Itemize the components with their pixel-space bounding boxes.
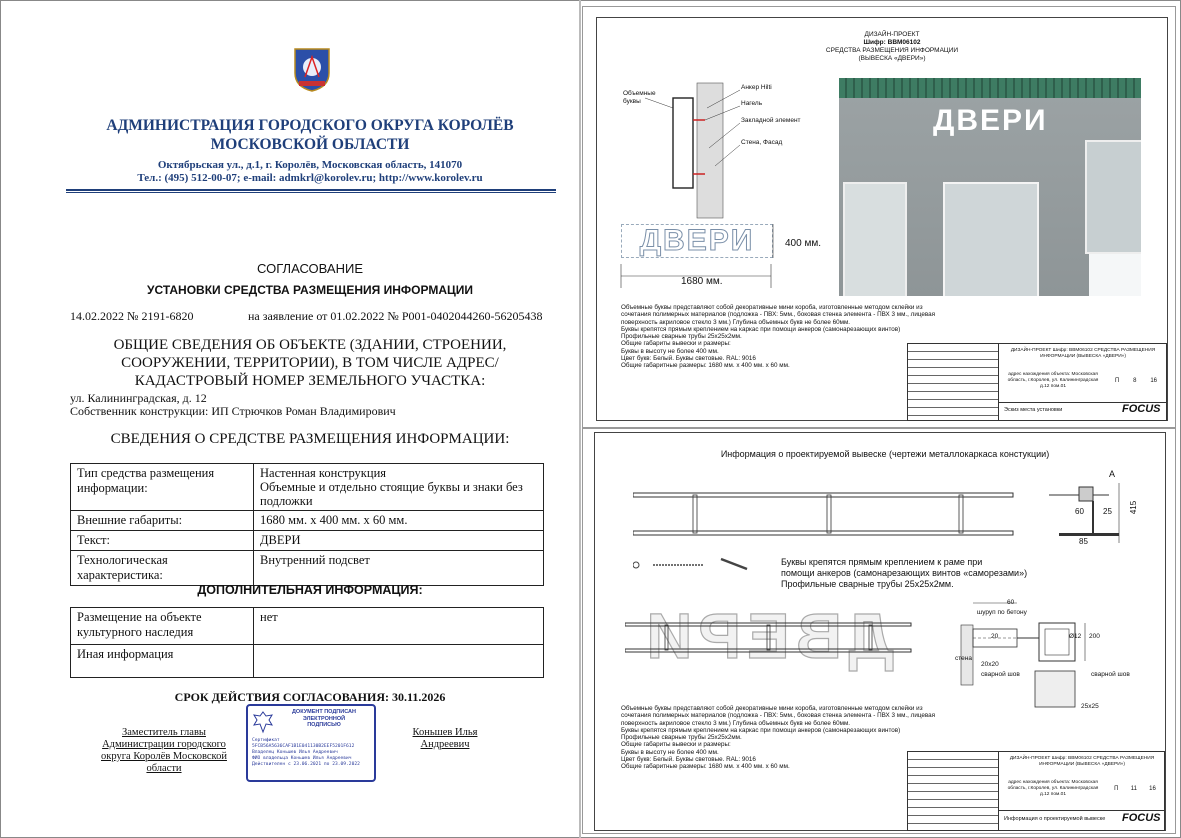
object-heading-2: СООРУЖЕНИИ, ТЕРРИТОРИИ), В ТОМ ЧИСЛЕ АДРЕС/ bbox=[121, 355, 499, 371]
sheet-top-title4: (ВЫВЕСКА «ДВЕРИ») bbox=[858, 55, 926, 62]
table-cell-value: Внутренний подсвет bbox=[254, 551, 544, 586]
title-block-nums bbox=[1108, 786, 1162, 792]
title-block-sheet-name: Информация о проектируемой вывеске bbox=[1004, 816, 1106, 822]
detail-a-label: A bbox=[1109, 469, 1116, 479]
page-divider bbox=[579, 0, 581, 838]
stamp-valid: Действителен с 23.06.2021 по 23.09.2022 bbox=[252, 762, 360, 767]
doc-date-number: 14.02.2022 № 2191-6820 bbox=[70, 309, 194, 323]
frame-heading: Информация о проектируемой вывеске (чертежи металлокаркаса констукции) bbox=[720, 449, 1050, 459]
dim-25: 25 bbox=[1103, 507, 1112, 516]
title-block-bottom bbox=[907, 751, 1165, 831]
table-row bbox=[71, 531, 544, 551]
doc-application: на заявление от 01.02.2022 № Р001-0402044260-56205438 bbox=[248, 309, 543, 323]
dim-2020: 20х20 bbox=[981, 661, 999, 668]
sheet-top-title3: СРЕДСТВА РАЗМЕЩЕНИЯ ИНФОРМАЦИИ bbox=[825, 47, 959, 54]
stamp-line3: ПОДПИСЬЮ bbox=[307, 722, 341, 728]
dim-415: 415 bbox=[1129, 500, 1139, 515]
table-cell-value: ДВЕРИ bbox=[254, 531, 544, 551]
means-table bbox=[70, 463, 544, 586]
focus-logo: FOCUS bbox=[1122, 403, 1161, 415]
photo-door-left bbox=[843, 182, 907, 296]
table-cell-value: нет bbox=[254, 608, 544, 645]
note-line: Объемные буквы представляют собой декоративные мини короба, изготовленные методом склейки из bbox=[621, 304, 923, 311]
note-line: Общие габаритные размеры: 1680 мм. х 400 мм. х 60 мм. bbox=[621, 362, 790, 370]
tb-sheet: 11 bbox=[1130, 786, 1137, 792]
org-contacts: Тел.: (495) 512-00-07; e-mail: admkrl@korolev.ru; http://www.korolev.ru bbox=[137, 172, 483, 184]
stamp-cert-label: Сертификат bbox=[252, 738, 280, 743]
note-line: сочетания полимерных материалов (подложка - ПВХ: 5мм., боковая стенка элемента - ПВХ 3 мм., лицевая bbox=[621, 712, 936, 720]
stamp-fio: ФИО владельца Коньшев Илья Андреевич bbox=[252, 756, 352, 761]
extra-heading: ДОПОЛНИТЕЛЬНАЯ ИНФОРМАЦИЯ: bbox=[197, 583, 423, 597]
mirrored-sign-drawing: ДВЕРИ bbox=[640, 600, 894, 672]
title-block-title: ДИЗАЙН-ПРОЕКТ Шифр: ВВМ06102 СРЕДСТВА РАЗМЕЩЕНИЯ ИНФОРМАЦИИ (ВЫВЕСКА «ДВЕРИ») bbox=[1010, 348, 1156, 359]
dim-width: 1680 мм. bbox=[681, 276, 723, 287]
photo-window-right bbox=[1085, 140, 1141, 254]
object-address: ул. Калининградская, д. 12 bbox=[70, 391, 207, 405]
label-anchor: Анкер Hilti bbox=[741, 84, 772, 91]
label-screw: шуруп по бетону bbox=[977, 609, 1027, 616]
title-block-sheet-name: Эскиз места установки bbox=[1004, 407, 1063, 413]
note-line: Объемные буквы представляют собой декоративные мини короба, изготовленные методом склейки из bbox=[621, 705, 923, 712]
note-line: Профильные сварные трубы 25х25х2мм. bbox=[621, 734, 742, 742]
note-line: Буквы крепятся прямым креплением на каркас при помощи анкеров (самонарезающих винтов) bbox=[621, 325, 901, 333]
label-weld: сварной шов bbox=[981, 671, 1020, 678]
dim-200: 200 bbox=[1089, 633, 1100, 640]
note-line: Цвет букв: Белый. Буквы световые. RAL: 9016 bbox=[621, 756, 756, 764]
table-cell-value bbox=[254, 645, 544, 678]
fix-line: Буквы крепятся прямым креплением к раме при bbox=[781, 557, 983, 567]
tb-sheet: 8 bbox=[1133, 378, 1137, 384]
fix-line: помощи анкеров (самонарезающих винтов «саморезами») bbox=[781, 568, 1028, 578]
label-nagel: Нагель bbox=[741, 100, 763, 107]
dim-12: Ø12 bbox=[1069, 633, 1082, 640]
table-cell-label: Иная информация bbox=[71, 645, 254, 678]
header-rule bbox=[66, 189, 556, 191]
fix-line: Профильные сварные трубы 25х25х2мм. bbox=[781, 579, 954, 589]
table-row bbox=[71, 464, 544, 511]
tb-sheets: 16 bbox=[1149, 786, 1156, 792]
note-line: Буквы крепятся прямым креплением на каркас при помощи анкеров (самонарезающих винтов) bbox=[621, 726, 901, 734]
dim-85: 85 bbox=[1079, 537, 1088, 546]
fix-text bbox=[781, 557, 1061, 590]
esignature-stamp bbox=[246, 704, 376, 782]
sheet-bottom bbox=[594, 432, 1166, 831]
facade-photo bbox=[839, 78, 1141, 296]
dim-60: 60 bbox=[1075, 507, 1084, 516]
stamp-owner: Владелец Коньшев Илья Андреевич bbox=[252, 750, 338, 755]
sheet-top-title1: ДИЗАЙН-ПРОЕКТ bbox=[864, 31, 920, 38]
frame-overlay-drawing bbox=[625, 619, 915, 659]
title-block-address: адрес нахождения объекта: Московская область, г.Королев, ул. Калининградская д.12 пом.01 bbox=[1007, 780, 1099, 797]
table-cell-label: Тип средства размещения информации: bbox=[71, 464, 254, 511]
object-heading-3: КАДАСТРОВЫЙ НОМЕР ЗЕМЕЛЬНОГО УЧАСТКА: bbox=[134, 373, 486, 389]
coat-of-arms-icon bbox=[293, 47, 331, 93]
note-line: Общие габариты вывески и размеры: bbox=[621, 340, 731, 348]
label-weld-2: сварной шов bbox=[1091, 671, 1130, 678]
table-row bbox=[71, 551, 544, 586]
object-owner: Собственник конструкции: ИП Стрючков Роман Владимирович bbox=[70, 404, 396, 418]
tb-divider bbox=[998, 810, 1164, 811]
table-cell-label: Текст: bbox=[71, 531, 254, 551]
label-embed: Закладной элемент bbox=[741, 117, 801, 124]
org-name-line2: МОСКОВСКОЙ ОБЛАСТИ bbox=[210, 136, 410, 153]
facade-roof bbox=[839, 78, 1141, 98]
title-block-title: ДИЗАЙН-ПРОЕКТ Шифр: ВВМ06102 СРЕДСТВА РАЗМЕЩЕНИЯ ИНФОРМАЦИИ (ВЫВЕСКА «ДВЕРИ») bbox=[1009, 756, 1155, 767]
table-cell-value: 1680 мм. х 400 мм. х 60 мм. bbox=[254, 511, 544, 531]
eagle-emblem-icon bbox=[252, 710, 274, 734]
tb-stage: П bbox=[1114, 786, 1119, 792]
detail-a-drawing bbox=[1039, 473, 1163, 563]
table-cell-label: Размещение на объекте культурного наследия bbox=[71, 608, 254, 645]
dim-60b: 60 bbox=[1007, 599, 1015, 606]
doc-title: СОГЛАСОВАНИЕ bbox=[257, 261, 363, 276]
table-row bbox=[71, 608, 544, 645]
dim-height: 400 мм. bbox=[785, 238, 821, 249]
note-line: поверхность акриловое стекло 3 мм.) Глубина объемных букв не более 60мм. bbox=[621, 719, 851, 727]
org-name-line1: АДМИНИСТРАЦИЯ ГОРОДСКОГО ОКРУГА КОРОЛЁВ bbox=[106, 117, 514, 134]
means-heading: СВЕДЕНИЯ О СРЕДСТВЕ РАЗМЕЩЕНИЯ ИНФОРМАЦИИ: bbox=[110, 431, 510, 447]
label-wall: стена bbox=[955, 655, 972, 662]
table-row bbox=[71, 645, 544, 678]
note-line: Цвет букв: Белый. Буквы световые. RAL: 9016 bbox=[621, 355, 756, 363]
focus-logo: FOCUS bbox=[1122, 812, 1161, 824]
title-block bbox=[907, 343, 1167, 421]
stamp-line1: ДОКУМЕНТ ПОДПИСАН bbox=[292, 709, 356, 715]
stamp-cert: 5FCB56A5636CAF1B1E041130B2EEF5201F612 bbox=[252, 744, 355, 749]
sheet-top bbox=[596, 17, 1168, 421]
title-block-grid bbox=[908, 344, 999, 420]
dim-2525: 25х25 bbox=[1081, 703, 1099, 710]
title-block-grid bbox=[908, 752, 999, 830]
note-line: Общие габаритные размеры: 1680 мм. х 400 мм. х 60 мм. bbox=[621, 763, 790, 771]
signer-name: Коньшев Илья Андреевич bbox=[412, 727, 478, 750]
sheet-top-title2: Шифр: ВВМ06102 bbox=[863, 39, 921, 46]
note-line: Профильные сварные трубы 25х25х2мм. bbox=[621, 333, 742, 341]
sign-outline-drawing: ДВЕРИ bbox=[621, 224, 773, 258]
note-line: поверхность акриловое стекло 3 мм.) Глубина объемных букв не более 60мм. bbox=[621, 318, 851, 326]
header-rule-thin bbox=[66, 192, 556, 193]
approval-letter bbox=[0, 0, 578, 838]
table-cell-label: Технологическая характеристика: bbox=[71, 551, 254, 586]
signer-title: Заместитель главы Администрации городского округа Королёв Московской области bbox=[101, 727, 227, 774]
label-wall: Стена, Фасад bbox=[741, 139, 783, 146]
extra-table bbox=[70, 607, 544, 678]
object-heading-1: ОБЩИЕ СВЕДЕНИЯ ОБ ОБЪЕКТЕ (ЗДАНИИ, СТРОЕНИИ, bbox=[113, 337, 507, 353]
validity: СРОК ДЕЙСТВИЯ СОГЛАСОВАНИЯ: 30.11.2026 bbox=[174, 690, 446, 704]
tb-sheets: 16 bbox=[1150, 378, 1158, 384]
doc-subtitle: УСТАНОВКИ СРЕДСТВА РАЗМЕЩЕНИЯ ИНФОРМАЦИИ bbox=[146, 283, 473, 297]
org-address: Октябрьская ул., д.1, г. Королёв, Московская область, 141070 bbox=[157, 159, 463, 171]
photo-snow bbox=[1089, 254, 1141, 296]
stamp-line2: ЭЛЕКТРОННОЙ bbox=[302, 715, 346, 722]
label-letters: Объемные буквы bbox=[623, 90, 656, 105]
note-line: Буквы в высоту не более 400 мм. bbox=[621, 347, 719, 355]
tb-stage: П bbox=[1114, 378, 1120, 384]
table-cell-value: Настенная конструкция Объемные и отдельно стоящие буквы и знаки без подложки bbox=[254, 464, 544, 511]
dim-20: 20 bbox=[991, 633, 999, 640]
photo-door-main bbox=[943, 182, 1039, 296]
photo-sign-text: ДВЕРИ bbox=[933, 104, 1048, 137]
title-block-nums bbox=[1108, 378, 1164, 384]
note-line: Общие габариты вывески и размеры: bbox=[621, 741, 731, 749]
title-block-address: адрес нахождения объекта: Московская область, г.Королев, ул. Калининградская д.12 пом.01 bbox=[1007, 372, 1099, 389]
table-cell-label: Внешние габариты: bbox=[71, 511, 254, 531]
metal-frame-drawing bbox=[633, 473, 1033, 613]
note-line: сочетания полимерных материалов (подложка - ПВХ: 5мм., боковая стенка элемента - ПВХ 3 мм., лицевая bbox=[621, 311, 936, 319]
note-line: Буквы в высоту не более 400 мм. bbox=[621, 748, 719, 756]
table-row bbox=[71, 511, 544, 531]
